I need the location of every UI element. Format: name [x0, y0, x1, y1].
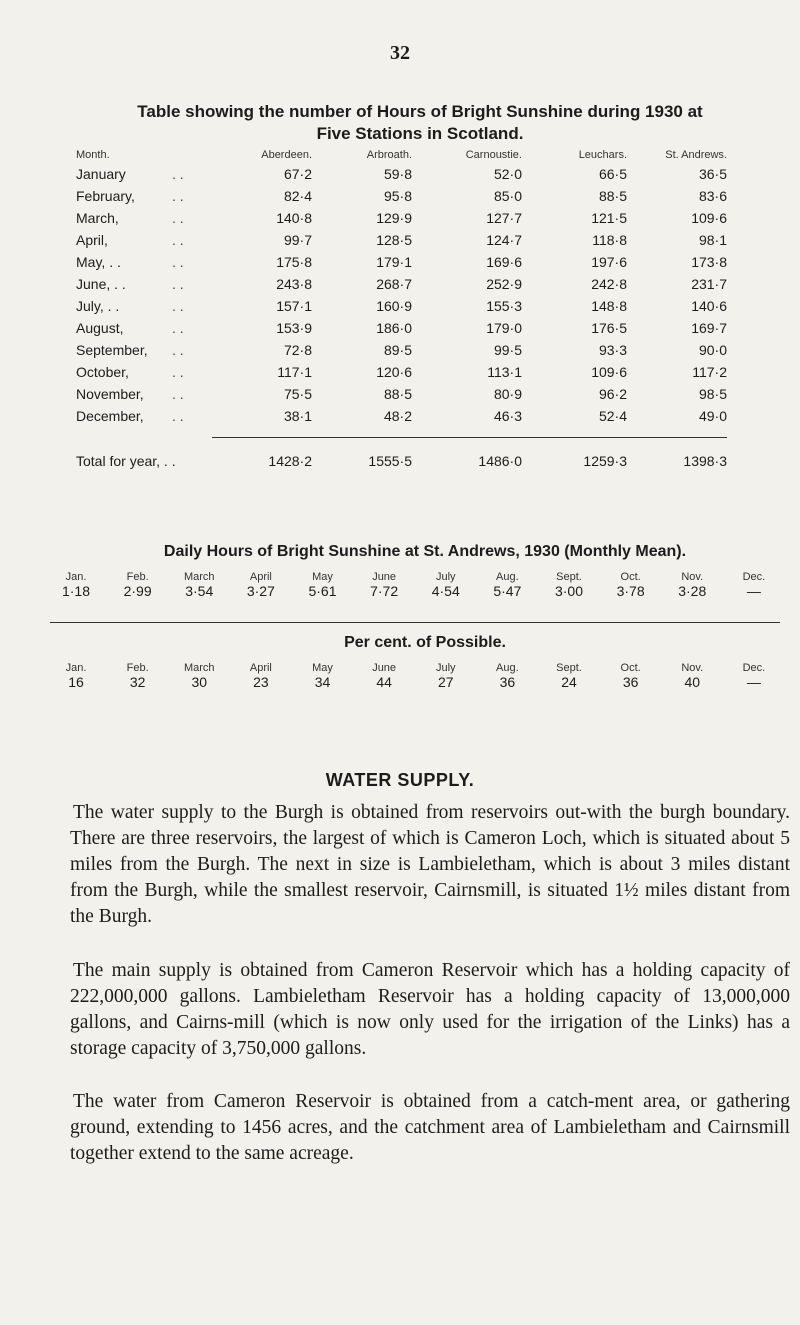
percent-possible-table	[50, 662, 780, 690]
month-label: May	[312, 662, 333, 674]
month-value: 36	[622, 674, 639, 690]
month-label: March	[183, 571, 215, 583]
value-cell: 93·3	[598, 342, 627, 358]
month-value: 3·78	[616, 583, 645, 599]
value-cell: 38·1	[283, 408, 312, 424]
value-cell: 118·8	[592, 232, 627, 248]
table-row	[76, 339, 727, 361]
month-cell: October,	[76, 364, 129, 380]
month-label: Sept.	[556, 571, 582, 583]
table-row	[76, 185, 727, 207]
value-cell: 36·5	[698, 166, 727, 182]
table-row	[76, 405, 727, 427]
total-cell: 1428·2	[268, 453, 312, 469]
value-cell: 197·6	[591, 254, 627, 270]
month-cell: April,	[76, 232, 108, 248]
header-arbroath: Arbroath.	[366, 149, 412, 161]
value-cell: 268·7	[376, 276, 412, 292]
leader-dots: . .	[172, 320, 184, 336]
table-title-line-2: Five Stations in Scotland.	[316, 124, 524, 143]
page-number: 32	[390, 42, 410, 64]
month-label: Jan.	[65, 571, 87, 583]
value-cell: 148·8	[591, 298, 627, 314]
month-label: Aug.	[496, 571, 519, 583]
month-label: Oct.	[620, 571, 641, 583]
value-cell: 173·8	[691, 254, 727, 270]
month-value: 24	[561, 674, 577, 690]
value-cell: 124·7	[486, 232, 522, 248]
daily-hours-table	[50, 571, 780, 599]
month-value: 44	[376, 674, 392, 690]
month-label: Dec.	[742, 571, 766, 583]
table-title-line-1: Table showing the number of Hours of Bright Sunshine during 1930 at	[137, 102, 703, 121]
value-cell: 169·6	[486, 254, 522, 270]
leader-dots: . .	[172, 408, 184, 424]
month-value: 34	[314, 674, 331, 690]
leader-dots: . .	[172, 210, 184, 226]
value-cell: 59·8	[383, 166, 412, 182]
month-label: Feb.	[126, 571, 149, 583]
leader-dots: . .	[172, 254, 184, 270]
value-cell: 66·5	[598, 166, 627, 182]
month-cell: June, . .	[76, 276, 126, 292]
month-label: April	[249, 662, 272, 674]
month-label: Aug.	[496, 662, 519, 674]
table-row	[76, 251, 727, 273]
table-header-row	[76, 145, 727, 163]
total-cell: 1259·3	[583, 453, 627, 469]
month-label: May	[312, 571, 333, 583]
water-paragraph-2: The main supply is obtained from Cameron Reservoir which has a holding capacity of 222,000,000 gallons. Lambieletham Reservoir has a holding capacity of 13,000,000 gallons, and Cairns-mill (which is now only used for the irrigation of the Links) has a storage capacity of 3,750,000 gallons.	[70, 960, 790, 1059]
value-cell: 117·2	[692, 364, 727, 380]
water-paragraph-3: The water from Cameron Reservoir is obtained from a catch-ment area, or gathering ground, extending to 1456 acres, and the catchment area of Lambieletham and Cairnsmill together extend to the same acreage.	[70, 1091, 790, 1164]
value-cell: 169·7	[691, 320, 727, 336]
total-row	[76, 438, 727, 473]
month-cell: August,	[76, 320, 124, 336]
month-value: 5·61	[308, 583, 337, 599]
value-cell: 80·9	[493, 386, 522, 402]
divider-rule	[50, 622, 780, 623]
value-cell: 72·8	[283, 342, 312, 358]
month-label: Feb.	[126, 662, 149, 674]
value-cell: 99·5	[493, 342, 522, 358]
value-cell: 176·5	[591, 320, 627, 336]
month-cell: December,	[76, 408, 144, 424]
header-leuchars: Leuchars.	[578, 149, 627, 161]
month-label: Oct.	[620, 662, 641, 674]
month-label: Dec.	[742, 662, 766, 674]
value-cell: 252·9	[486, 276, 522, 292]
value-cell: 157·1	[276, 298, 312, 314]
month-label: Sept.	[556, 662, 582, 674]
value-cell: 117·1	[277, 364, 312, 380]
value-cell: 89·5	[383, 342, 412, 358]
value-cell: 46·3	[493, 408, 522, 424]
month-value: 7·72	[370, 583, 399, 599]
value-cell: 113·1	[487, 364, 522, 380]
value-cell: 186·0	[376, 320, 412, 336]
total-label: Total for year, . .	[76, 452, 176, 469]
month-label: Jan.	[65, 662, 87, 674]
month-value: 4·54	[431, 583, 460, 599]
leader-dots: . .	[172, 188, 184, 204]
value-cell: 48·2	[383, 408, 412, 424]
month-value: 30	[191, 674, 208, 690]
percent-possible-title: Per cent. of Possible.	[344, 634, 506, 651]
table-row	[76, 317, 727, 339]
month-label: June	[372, 571, 397, 583]
value-cell: 127·7	[486, 210, 522, 226]
leader-dots: . .	[172, 298, 184, 314]
value-cell: 120·6	[376, 364, 412, 380]
value-cell: 179·0	[486, 320, 522, 336]
value-cell: 85·0	[493, 188, 522, 204]
month-value: 27	[437, 674, 454, 690]
value-cell: 243·8	[276, 276, 312, 292]
month-label: Nov.	[681, 662, 704, 674]
value-cell: 129·9	[376, 210, 412, 226]
daily-hours-title: Daily Hours of Bright Sunshine at St. Andrews, 1930 (Monthly Mean).	[163, 543, 687, 560]
month-label: June	[372, 662, 397, 674]
month-cell: September,	[76, 342, 148, 358]
month-cell: January	[76, 166, 126, 182]
value-cell: 231·7	[691, 276, 727, 292]
table-row	[76, 207, 727, 229]
value-cell: 109·6	[591, 364, 627, 380]
header-st-andrews: St. Andrews.	[665, 149, 727, 161]
value-cell: 95·8	[383, 188, 412, 204]
month-value: 16	[68, 674, 84, 690]
value-cell: 98·5	[698, 386, 727, 402]
month-cell: March,	[76, 210, 119, 226]
table-row	[76, 295, 727, 317]
leader-dots: . .	[172, 342, 184, 358]
value-cell: 175·8	[276, 254, 312, 270]
value-cell: 96·2	[598, 386, 627, 402]
month-label: April	[249, 571, 272, 583]
month-value: 40	[684, 674, 701, 690]
total-rule-row	[76, 427, 727, 438]
value-cell: 88·5	[598, 188, 627, 204]
month-value: —	[746, 583, 761, 599]
value-cell: 140·6	[691, 298, 727, 314]
table-row	[76, 229, 727, 251]
month-value: 3·00	[554, 583, 584, 599]
month-label: March	[183, 662, 215, 674]
value-cell: 140·8	[276, 210, 312, 226]
value-cell: 82·4	[283, 188, 312, 204]
month-value: 23	[253, 674, 269, 690]
value-cell: 52·0	[493, 166, 522, 182]
leader-dots: . .	[172, 364, 184, 380]
value-cell: 83·6	[698, 188, 727, 204]
value-cell: 75·5	[283, 386, 312, 402]
month-value: —	[746, 674, 761, 690]
water-supply-heading: WATER SUPPLY.	[325, 770, 475, 790]
month-cell: February,	[76, 188, 135, 204]
value-cell: 98·1	[698, 232, 727, 248]
month-value: 32	[129, 674, 146, 690]
month-value: 3·27	[246, 583, 275, 599]
value-cell: 49·0	[698, 408, 727, 424]
value-cell: 109·6	[691, 210, 727, 226]
header-month: Month.	[76, 149, 110, 161]
month-cell: November,	[76, 386, 144, 402]
month-value: 2·99	[123, 583, 152, 599]
value-cell: 128·5	[376, 232, 412, 248]
table-row	[76, 383, 727, 405]
leader-dots: . .	[172, 276, 184, 292]
table-row	[76, 361, 727, 383]
leader-dots: . .	[172, 386, 184, 402]
month-label: Nov.	[681, 571, 704, 583]
value-cell: 121·5	[591, 210, 627, 226]
value-cell: 67·2	[283, 166, 312, 182]
value-cell: 99·7	[283, 232, 312, 248]
month-value: 5·47	[493, 583, 522, 599]
value-cell: 88·5	[383, 386, 412, 402]
table-row	[76, 273, 727, 295]
total-cell: 1555·5	[368, 453, 412, 469]
value-cell: 155·3	[486, 298, 522, 314]
leader-dots: . .	[172, 232, 184, 248]
value-cell: 90·0	[698, 342, 727, 358]
value-cell: 160·9	[376, 298, 412, 314]
header-carnoustie: Carnoustie.	[465, 149, 522, 161]
month-label: July	[435, 662, 456, 674]
value-cell: 153·9	[276, 320, 312, 336]
month-cell: May, . .	[76, 254, 121, 270]
value-cell: 179·1	[376, 254, 412, 270]
month-cell: July, . .	[76, 298, 120, 314]
month-label: July	[435, 571, 456, 583]
sunshine-table	[76, 145, 727, 472]
table-row	[76, 163, 727, 185]
leader-dots: . .	[172, 166, 184, 182]
value-cell: 242·8	[591, 276, 627, 292]
total-cell: 1398·3	[683, 453, 727, 469]
total-cell: 1486·0	[478, 453, 522, 469]
month-value: 1·18	[61, 583, 91, 599]
water-paragraph-1: The water supply to the Burgh is obtained from reservoirs out-with the burgh boundary. There are three reservoirs, the largest of which is Cameron Loch, which is situated about 5 miles from the Burgh. The next in size is Lambieletham, which is about 3 miles distant from the Burgh, while the smallest reservoir, Cairnsmill, is situated 1½ miles distant from the Burgh.	[70, 802, 790, 927]
header-aberdeen: Aberdeen.	[261, 149, 312, 161]
month-value: 3·54	[185, 583, 214, 599]
month-value: 3·28	[678, 583, 707, 599]
value-cell: 52·4	[598, 408, 627, 424]
month-value: 36	[499, 674, 516, 690]
